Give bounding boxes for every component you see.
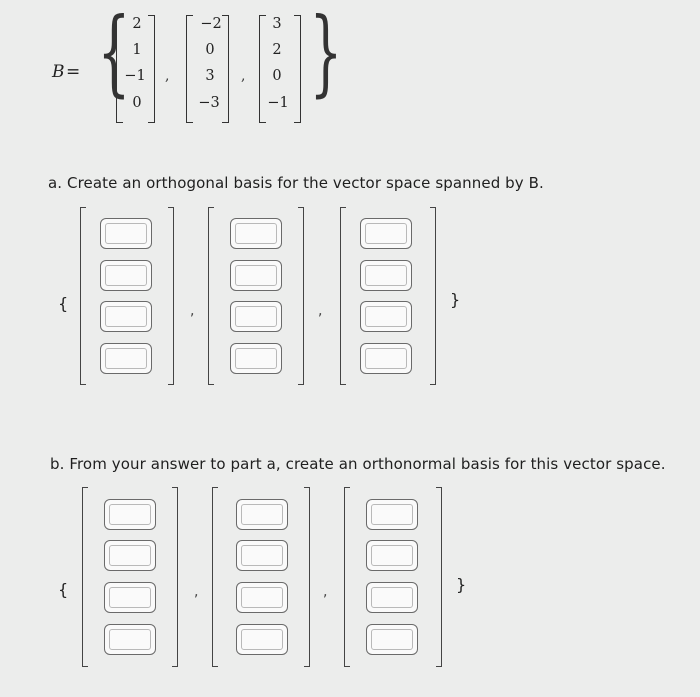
part-a-vector-3-entry-4-input[interactable] [360,343,412,374]
part-a-vector-3-left-bracket [340,207,346,385]
equals-sign: = [66,62,81,82]
vector-3-entry-1: 3 [272,16,282,32]
part-a-prompt: a. Create an orthogonal basis for the vector space spanned by B. [48,174,544,192]
part-b-separator-2: , [323,584,328,600]
vector-separator-1: , [165,68,170,84]
part-b-vector-2-entry-4-input[interactable] [236,624,288,655]
part-a-vector-2-entry-1-input[interactable] [230,218,282,249]
vector-1-entry-2: 1 [132,42,142,58]
part-a-vector-3-entry-2-input[interactable] [360,260,412,291]
vector-3-entry-2: 2 [272,42,282,58]
vector-3-entry-3: 0 [272,68,282,84]
part-a-vector-1-right-bracket [168,207,174,385]
part-b-separator-1: , [194,584,199,600]
part-b-prompt: b. From your answer to part a, create an orthonormal basis for this vector space. [50,455,666,473]
set-open-brace-icon: { [97,0,131,107]
part-a-vector-1-left-bracket [80,207,86,385]
part-a-separator-2: , [318,303,323,319]
part-a-vector-2-entry-2-input[interactable] [230,260,282,291]
part-b-vector-1-right-bracket [172,487,178,667]
vector-2-entry-1: −2 [200,16,222,32]
part-a-vector-2-left-bracket [208,207,214,385]
part-a-vector-3-entry-3-input[interactable] [360,301,412,332]
vector-2-entry-4: −3 [198,95,220,111]
part-b-vector-3-entry-1-input[interactable] [366,499,418,530]
part-b-vector-1-entry-4-input[interactable] [104,624,156,655]
vector-separator-2: , [241,68,246,84]
part-a-open-brace: { [58,294,69,313]
part-a-separator-1: , [190,303,195,319]
part-b-vector-2-entry-3-input[interactable] [236,582,288,613]
vector-2-entry-2: 0 [205,42,215,58]
part-b-vector-3-right-bracket [436,487,442,667]
part-a-vector-3-entry-1-input[interactable] [360,218,412,249]
part-a-vector-1-entry-2-input[interactable] [100,260,152,291]
part-b-vector-1-entry-3-input[interactable] [104,582,156,613]
vector-1-entry-4: 0 [132,95,142,111]
part-a-vector-1-entry-4-input[interactable] [100,343,152,374]
part-b-vector-1-left-bracket [82,487,88,667]
part-b-vector-3-left-bracket [344,487,350,667]
part-a-vector-2-right-bracket [298,207,304,385]
vector-2-entry-3: 3 [205,68,215,84]
set-close-brace-icon: } [309,0,343,107]
part-a-vector-1-entry-1-input[interactable] [100,218,152,249]
part-b-vector-2-entry-1-input[interactable] [236,499,288,530]
vector-1-entry-1: 2 [132,16,142,32]
part-b-vector-2-right-bracket [304,487,310,667]
set-b-label: B [52,62,65,82]
part-b-vector-2-left-bracket [212,487,218,667]
part-b-vector-3-entry-2-input[interactable] [366,540,418,571]
part-b-vector-3-entry-4-input[interactable] [366,624,418,655]
part-a-vector-3-right-bracket [430,207,436,385]
vector-2-left-bracket [186,15,193,123]
part-a-vector-2-entry-3-input[interactable] [230,301,282,332]
part-b-vector-2-entry-2-input[interactable] [236,540,288,571]
part-b-vector-1-entry-1-input[interactable] [104,499,156,530]
vector-3-right-bracket [294,15,301,123]
part-a-vector-2-entry-4-input[interactable] [230,343,282,374]
part-b-vector-1-entry-2-input[interactable] [104,540,156,571]
vector-1-entry-3: −1 [124,68,146,84]
vector-3-entry-4: −1 [267,95,289,111]
part-b-open-brace: { [58,580,69,599]
part-b-close-brace: } [456,575,467,594]
part-b-vector-3-entry-3-input[interactable] [366,582,418,613]
part-a-close-brace: } [450,290,461,309]
part-a-vector-1-entry-3-input[interactable] [100,301,152,332]
